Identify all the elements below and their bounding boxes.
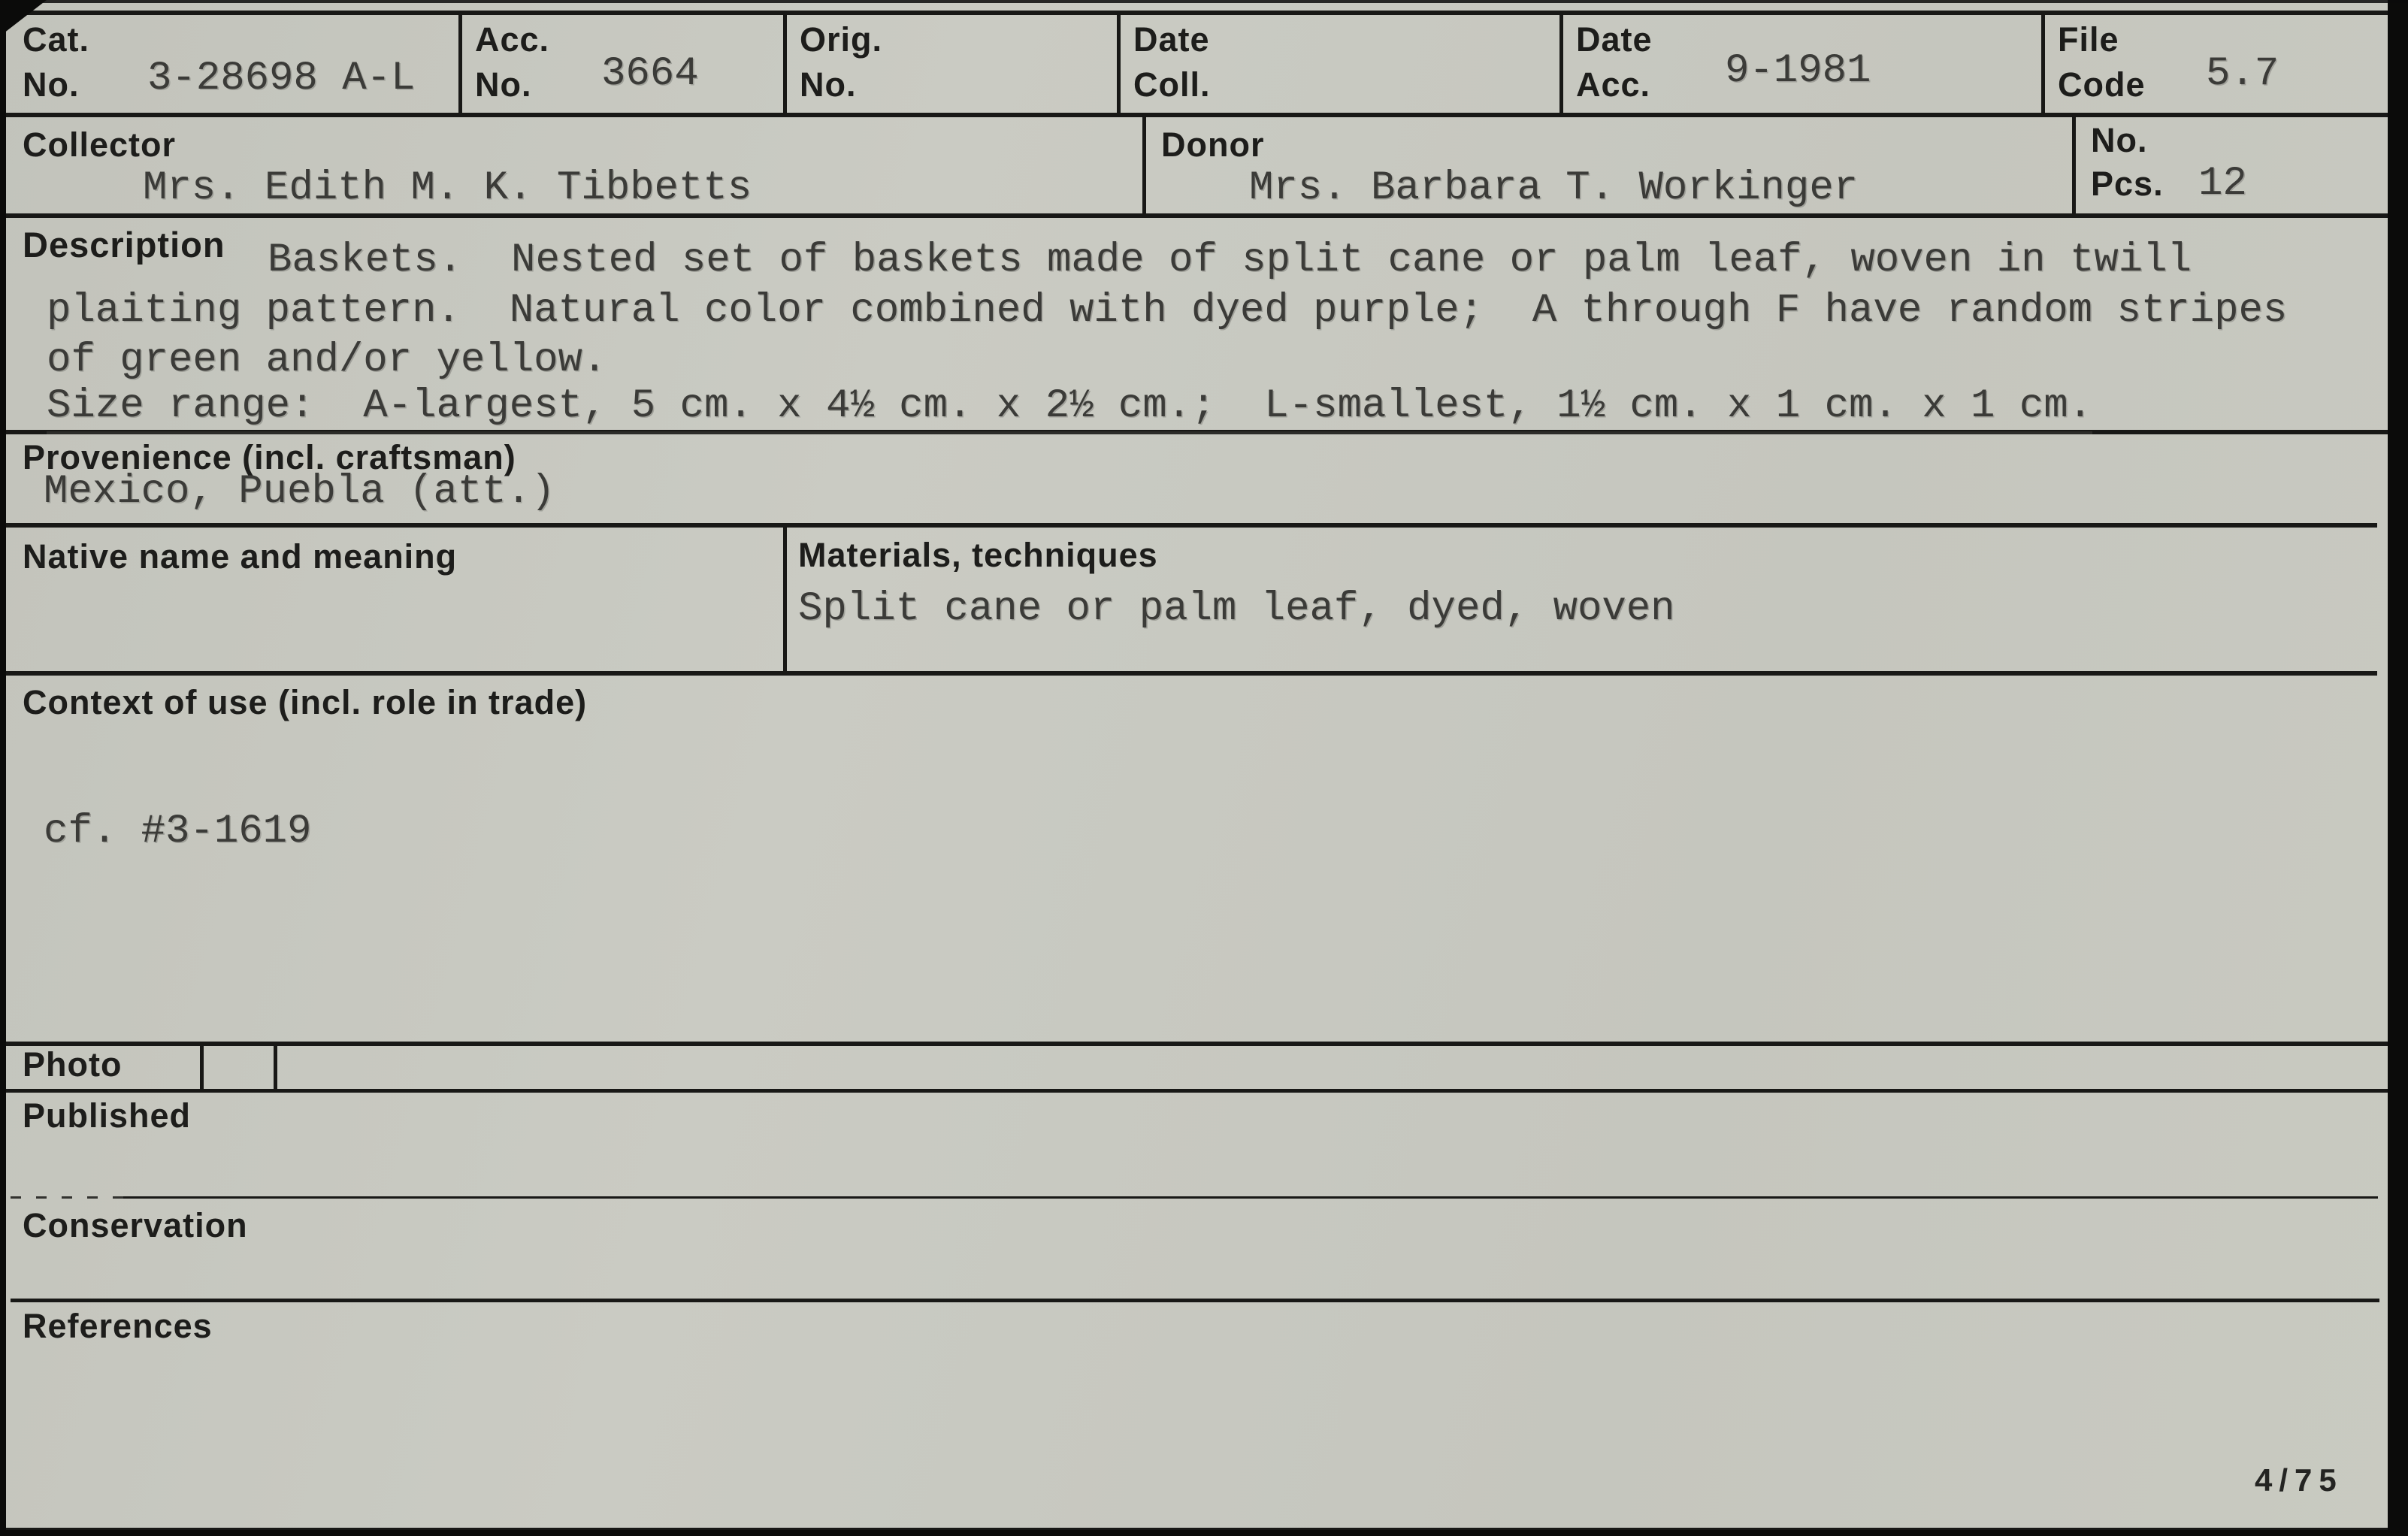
size-range-text: Size range: A-largest, 5 cm. x 4½ cm. x 2½ cm.; L-smallest, 1½ cm. x 1 cm. x 1 cm.: [47, 383, 2092, 434]
divider-dateacc-file: [2041, 12, 2045, 116]
donor-label: Donor: [1161, 125, 1265, 164]
context-reference-value: cf. #3-1619: [44, 809, 312, 854]
rule-row2-bottom: [6, 213, 2388, 218]
divider-photo-cell-1: [200, 1043, 204, 1090]
acc-label-line1: Acc.: [475, 20, 550, 59]
scan-edge-bottom: [0, 1530, 2408, 1536]
cat-no-value: 3-28698 A-L: [147, 56, 416, 101]
date-acc-label-line2: Acc.: [1576, 65, 1651, 104]
cat-label-line1: Cat.: [23, 20, 90, 59]
acc-no-value: 3664: [601, 51, 699, 97]
rule-materials-bottom: [6, 671, 2377, 676]
date-acc-value: 9-1981: [1725, 48, 1871, 94]
rule-conservation-dashes: [11, 1196, 123, 1199]
divider-photo-cell-2: [274, 1043, 277, 1090]
cat-label-line2: No.: [23, 65, 80, 104]
collector-label: Collector: [23, 125, 177, 164]
divider-native-materials: [783, 526, 787, 673]
orig-label-line2: No.: [800, 65, 857, 104]
pcs-value: 12: [2198, 161, 2247, 207]
collector-value: Mrs. Edith M. K. Tibbetts: [143, 165, 752, 211]
rule-top-border: [6, 11, 2388, 15]
published-label: Published: [23, 1096, 192, 1135]
photo-label: Photo: [23, 1045, 123, 1084]
conservation-label: Conservation: [23, 1206, 248, 1244]
provenience-value: Mexico, Puebla (att.): [44, 469, 555, 515]
date-coll-label-line1: Date: [1133, 20, 1210, 59]
provenience-label: Provenience (incl. craftsman): [23, 438, 516, 476]
materials-value: Split cane or palm leaf, dyed, woven: [798, 586, 1675, 632]
description-line-2: plaiting pattern. Natural color combined with dyed purple; A through F have random stripes: [47, 288, 2288, 334]
scan-edge-left: [0, 0, 6, 1536]
scan-edge-top: [0, 0, 2408, 3]
rule-row1-bottom: [6, 113, 2388, 117]
pcs-label-line1: No.: [2091, 121, 2148, 159]
acc-label-line2: No.: [475, 65, 532, 104]
description-size-range: [47, 382, 2092, 431]
orig-label-line1: Orig.: [800, 20, 883, 59]
date-acc-label-line1: Date: [1576, 20, 1653, 59]
materials-label: Materials, techniques: [798, 536, 1158, 574]
scan-corner-wedge: [0, 0, 47, 36]
divider-orig-datecoll: [1117, 12, 1121, 116]
divider-acc-orig: [783, 12, 787, 116]
divider-cat-acc: [458, 12, 462, 116]
scan-edge-right: [2388, 0, 2408, 1536]
file-code-label-line1: File: [2058, 20, 2119, 59]
pcs-label-line2: Pcs.: [2091, 165, 2164, 203]
description-line-1: Baskets. Nested set of baskets made of split cane or palm leaf, woven in twill: [268, 237, 2192, 283]
divider-datecoll-dateacc: [1559, 12, 1563, 116]
file-code-label-line2: Code: [2058, 65, 2146, 104]
file-code-value: 5.7: [2206, 51, 2279, 97]
rule-photo-top: [6, 1042, 2388, 1046]
references-label: References: [23, 1307, 213, 1345]
donor-value: Mrs. Barbara T. Workinger: [1249, 165, 1859, 211]
description-label: Description: [23, 225, 225, 265]
divider-collector-donor: [1142, 114, 1146, 216]
rule-photo-bottom: [6, 1089, 2388, 1093]
context-of-use-label: Context of use (incl. role in trade): [23, 683, 588, 721]
native-name-label: Native name and meaning: [23, 537, 458, 576]
description-line-3: of green and/or yellow.: [47, 337, 607, 383]
date-coll-label-line2: Coll.: [1133, 65, 1211, 104]
rule-provenience-bottom: [6, 523, 2377, 528]
rule-references-top: [11, 1299, 2379, 1302]
divider-donor-pcs: [2072, 114, 2076, 216]
print-date-code: 4/75: [2255, 1462, 2343, 1498]
rule-conservation-top: [120, 1196, 2378, 1199]
